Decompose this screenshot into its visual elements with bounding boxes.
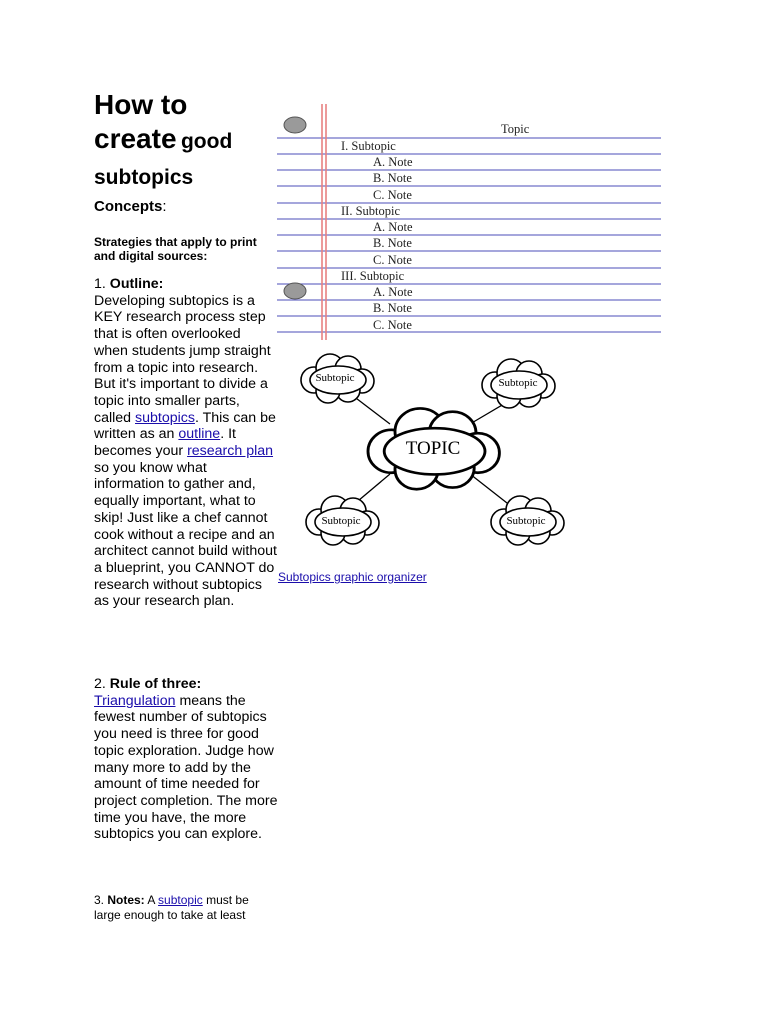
outline-line: C. Note [373,253,412,267]
concepts-suffix: : [162,198,167,215]
notes-paragraph [94,893,274,923]
outline-line: C. Note [373,318,412,332]
organizer-node: Subtopic [498,377,538,389]
notebook-paper [277,104,661,340]
outline-paragraph [94,276,278,610]
notes-text-1: A [144,893,159,907]
outline-number: 1. [94,276,110,292]
outline-line: A. Note [373,155,413,169]
outline-line: B. Note [373,171,412,185]
outline-text-1: Developing subtopics is a KEY research process step that is often overlooked when students jump straight from a topic into research. But it's important to divide a topic into smaller parts, called [94,292,271,426]
graphic-organizer-diagram [290,350,575,550]
subtopics-link[interactable]: subtopics [135,409,195,426]
outline-text-3: . It becomes your [94,426,236,460]
rule-of-three-paragraph [94,676,278,843]
organizer-caption-link[interactable]: Subtopics graphic organizer [278,570,427,584]
triangulation-link[interactable]: Triangulation [94,692,176,709]
outline-line: A. Note [373,220,413,234]
outline-header: Topic [501,122,530,136]
rule-label: Rule of three: [109,676,202,692]
title-line-1: How to [94,89,188,120]
punch-hole-icon [284,117,306,133]
rule-number: 2. [94,676,110,692]
notes-label: Notes: [107,893,145,907]
subtopic-link[interactable]: subtopic [158,893,203,907]
outline-text-2: . This can be written as an [94,409,276,443]
outline-line: I. Subtopic [341,139,396,153]
punch-hole-icon [284,283,306,299]
notes-text-2: must be large enough to take at least [94,893,249,922]
organizer-node: Subtopic [315,372,355,384]
outline-line: III. Subtopic [341,269,405,283]
outline-line: B. Note [373,236,412,250]
title-word-good: good [180,130,233,153]
strategies-subheading: Strategies that apply to print and digital sources: [94,235,257,263]
organizer-node: Subtopic [506,515,546,527]
page-title [94,88,274,195]
outline-line: C. Note [373,188,412,202]
title-line-3: subtopics [94,166,194,189]
outline-line: A. Note [373,285,413,299]
concepts-label: Concepts [94,198,163,215]
title-word-create: create [94,123,177,154]
outline-line: B. Note [373,301,412,315]
outline-link[interactable]: outline [178,426,221,443]
outline-label: Outline: [109,276,164,292]
outline-text-4: so you know what information to gather and, equally important, what to skip! Just like a chef cannot cook without a recipe and an architect cannot build without a blueprint, you CANNOT do research without subtopics as your research plan. [94,459,277,610]
research-plan-link[interactable]: research plan [187,443,274,460]
notes-number: 3. [94,893,108,907]
outline-notebook-image [277,104,661,340]
concepts-heading [94,198,167,215]
organizer-center: TOPIC [405,438,461,459]
organizer-node: Subtopic [321,515,361,527]
rule-text: means the fewest number of subtopics you need is three for good topic exploration. Judge how many more to add by the amount of time needed for project completion. The more time you have, the more subtopics you can explore. [94,692,278,843]
outline-line: II. Subtopic [341,204,401,218]
